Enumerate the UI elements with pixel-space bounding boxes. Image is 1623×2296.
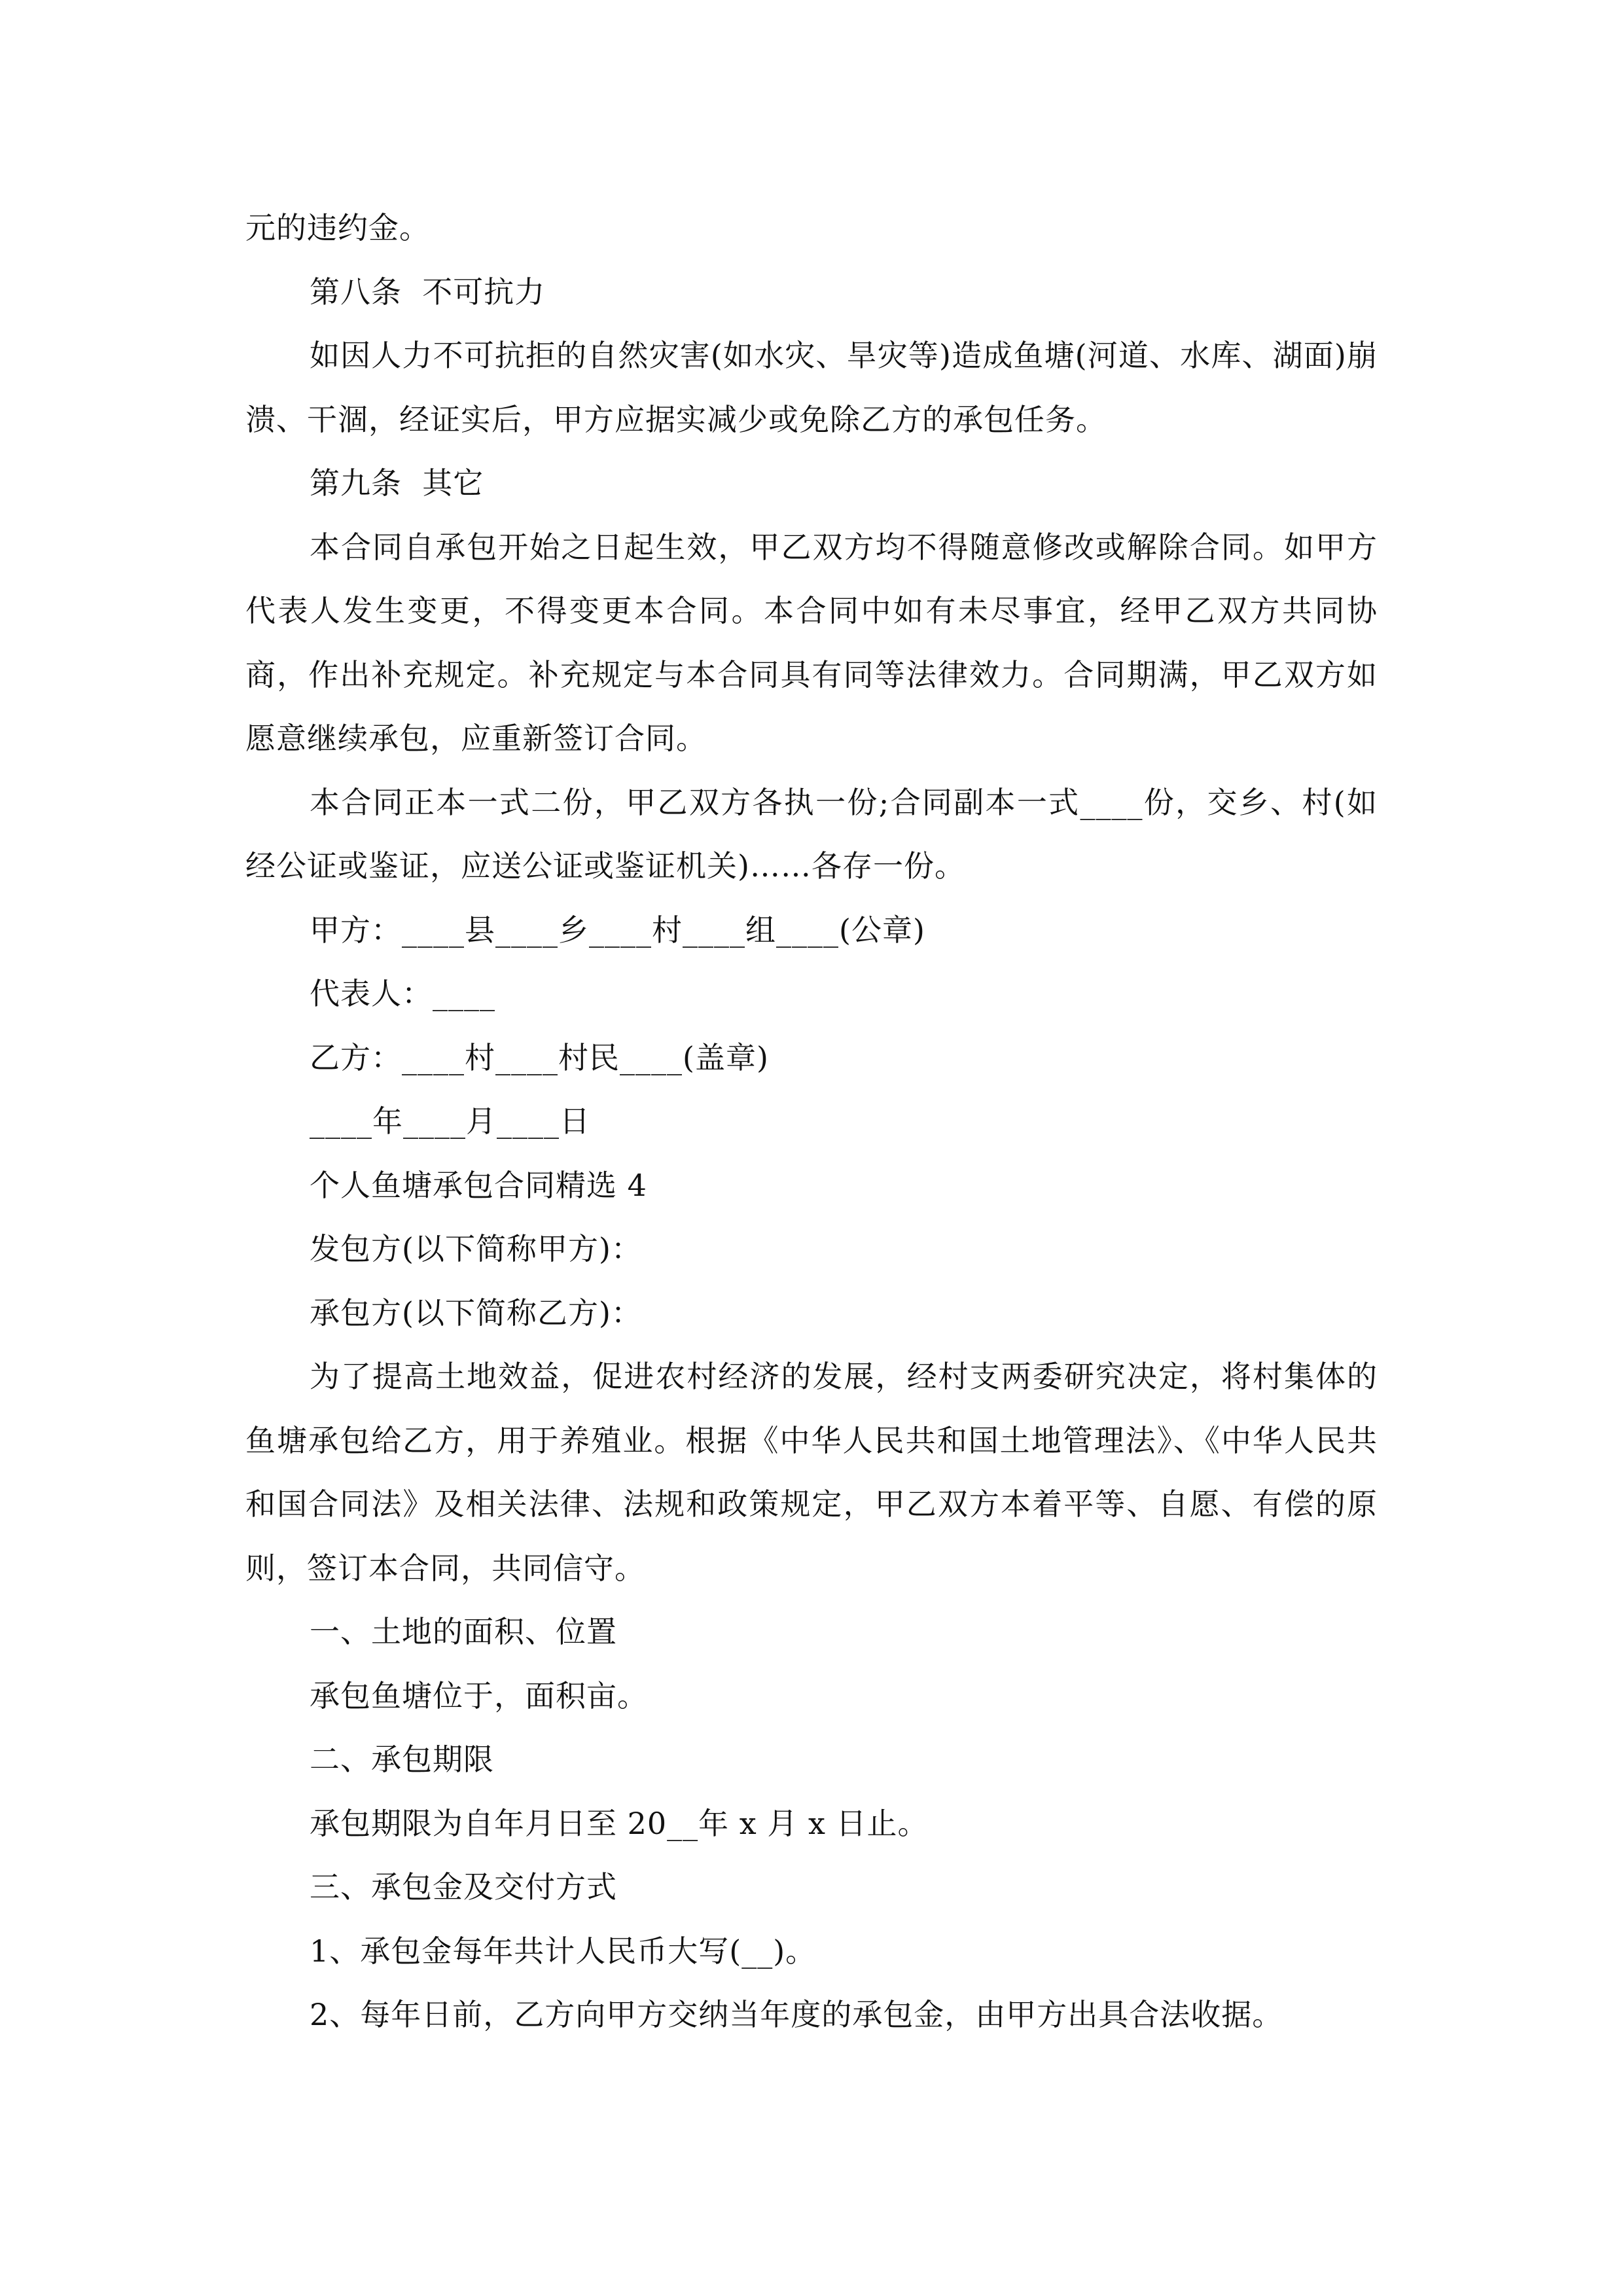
representative-line: 代表人：____ [310, 976, 495, 1011]
clause-3-item-2: 2、每年日前，乙方向甲方交纳当年度的承包金，由甲方出具合法收据。 [310, 1997, 1283, 2032]
section-title: 个人鱼塘承包合同精选 4 [310, 1167, 647, 1203]
party-a-signature-line: 甲方：____县____乡____村____组____(公章) [310, 912, 925, 948]
clause-1-heading: 一、土地的面积、位置 [310, 1614, 617, 1649]
contractee-line: 承包方(以下简称乙方)： [310, 1295, 642, 1331]
clause-2-body: 承包期限为自年月日至 20__年 x 月 x 日止。 [310, 1805, 929, 1841]
party-b-signature-line: 乙方：____村____村民____(盖章) [310, 1039, 769, 1075]
date-line: ____年____月____日 [310, 1103, 590, 1139]
preamble: 为了提高土地效益，促进农村经济的发展，经村支两委研究决定，将村集体的鱼塘承包给乙方，用于养殖业。根据《中华人民共和国土地管理法》、《中华人民共和国合同法》及相关法律、法规和政策规定，甲乙双方本着平等、自愿、有偿的原则，签订本合同，共同信守。 [245, 1359, 1378, 1586]
article-9-heading: 第九条 其它 [310, 465, 484, 501]
paragraph-penalty-end: 元的违约金。 [245, 210, 430, 245]
clause-3-heading: 三、承包金及交付方式 [310, 1869, 617, 1905]
article-8-body: 如因人力不可抗拒的自然灾害(如水灾、旱灾等)造成鱼塘(河道、水库、湖面)崩溃、干涸，经证实后，甲方应据实减少或免除乙方的承包任务。 [245, 338, 1378, 437]
copies-clause: 本合同正本一式二份，甲乙双方各执一份;合同副本一式____份，交乡、村(如经公证或鉴证，应送公证或鉴证机关)……各存一份。 [245, 784, 1378, 884]
clause-2-heading: 二、承包期限 [310, 1742, 494, 1777]
document-body [245, 196, 1378, 2047]
clause-3-item-1: 1、承包金每年共计人民币大写(__)。 [310, 1933, 817, 1969]
contractor-line: 发包方(以下简称甲方)： [310, 1231, 642, 1266]
article-8-heading: 第八条 不可抗力 [310, 274, 546, 310]
article-9-body: 本合同自承包开始之日起生效，甲乙双方均不得随意修改或解除合同。如甲方代表人发生变更，不得变更本合同。本合同中如有未尽事宜，经甲乙双方共同协商，作出补充规定。补充规定与本合同具有同等法律效力。合同期满，甲乙双方如愿意继续承包，应重新签订合同。 [245, 529, 1378, 756]
clause-1-body: 承包鱼塘位于，面积亩。 [310, 1677, 648, 1713]
